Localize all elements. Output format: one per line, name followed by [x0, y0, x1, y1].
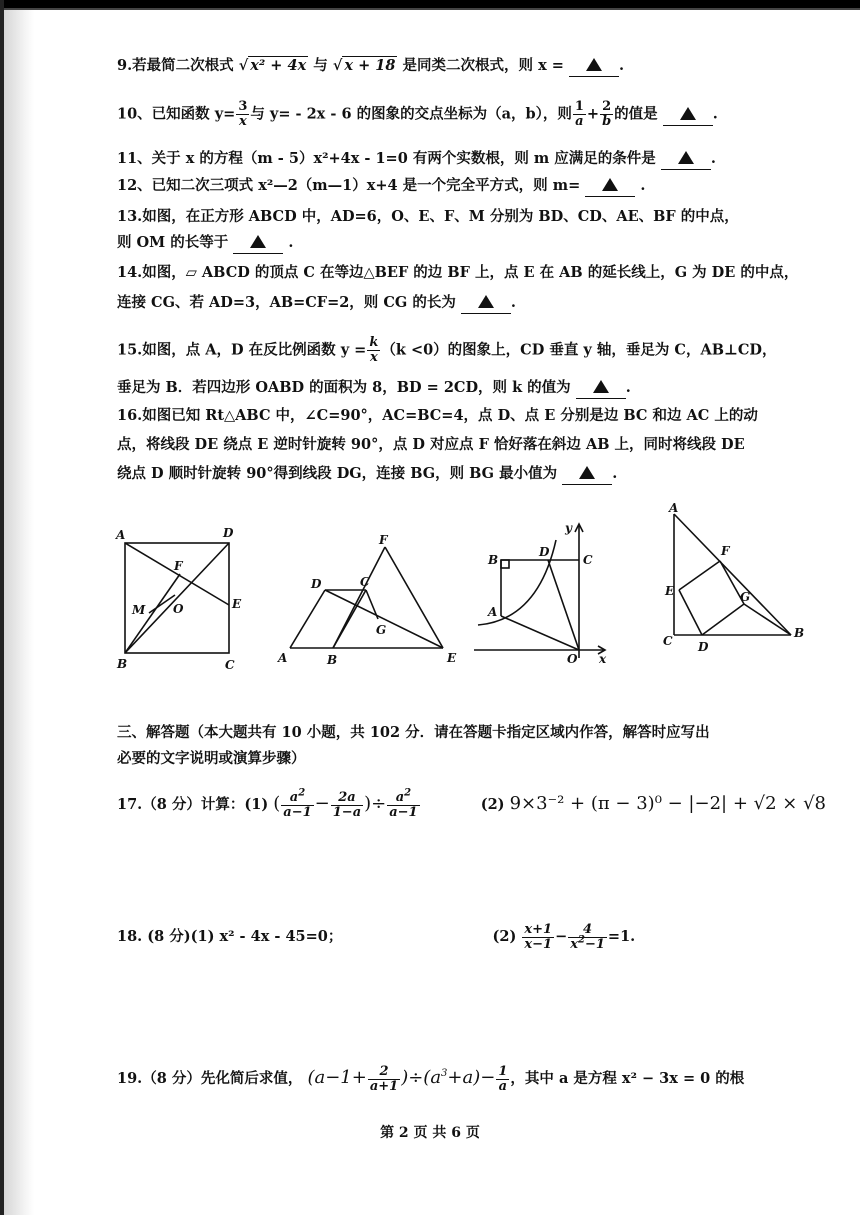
section-3-line-1: 三、解答题（本大题共有 10 小题，共 102 分．请在答题卡指定区域内作答，解答时应写出	[117, 724, 710, 741]
q19-expr: (a−1+	[307, 1067, 367, 1088]
section-3-line-2: 必要的文字说明或演算步骤）	[117, 750, 306, 767]
fig2-label-G: G	[376, 623, 387, 637]
question-13-line-2: 则 OM 的长等于 .	[117, 233, 293, 254]
q17-expr-1: (	[273, 793, 281, 814]
triangle-icon	[593, 380, 609, 393]
question-15-line-2: 垂足为 B．若四边形 OABD 的面积为 8，BD = 2CD，则 k 的值为 .	[117, 378, 631, 399]
fig3-label-D: D	[539, 545, 550, 559]
q12-text: 12、已知二次三项式 x²—2（m—1）x+4 是一个完全平方式，则 m=	[117, 177, 581, 194]
q15-text-2: （k <0）的图象上，CD 垂直 y 轴，垂足为 C，AB⊥CD，	[381, 341, 777, 359]
q10-frac2-den: a	[575, 114, 584, 129]
q12-answer-blank	[585, 176, 635, 197]
figure-14-labels	[277, 533, 457, 667]
question-14-line-1	[117, 263, 798, 283]
q10-frac3-num: 2	[600, 100, 613, 115]
q16-answer-blank	[562, 464, 612, 485]
q17-expr-2: 9×3⁻² + (π − 3)⁰ − |−2| + √2 × √8	[509, 793, 826, 814]
q9-radical-2: √ x + 18	[332, 57, 396, 74]
fig3-label-y: y	[565, 521, 572, 535]
q11-text: 11、关于 x 的方程（m - 5）x²+4x - 1=0 有两个实数根，则 m 应满足的条件是	[117, 150, 656, 167]
q10-text-2: 与 y= - 2x - 6 的图象的交点坐标为（a，b），则	[250, 105, 572, 123]
q10-answer-blank	[663, 105, 713, 126]
q9-text-2: 与	[313, 57, 328, 74]
question-9: 9.若最简二次根式 √ x² + 4x 与 √ x + 18 是同类二次根式，则 x = .	[117, 56, 624, 77]
q18-frac-2: $\frac{4}{x^2-1}$	[570, 921, 605, 952]
q19-frac-1: $\frac{2}{a+1}$	[369, 1063, 399, 1094]
triangle-icon	[478, 295, 494, 308]
triangle-icon	[602, 178, 618, 191]
q16-text-3: 绕点 D 顺时针旋转 90°得到线段 DG，连接 BG，则 BG 最小值为	[117, 465, 558, 482]
fig2-label-F: F	[379, 533, 388, 547]
fig1-label-F: F	[174, 559, 183, 573]
question-16-line-3: 绕点 D 顺时针旋转 90°得到线段 DG，连接 BG，则 BG 最小值为 .	[117, 464, 617, 485]
q11-answer-blank	[661, 149, 711, 170]
fig1-label-E: E	[232, 597, 242, 611]
question-14-line-2: 连接 CG、若 AD=3，AB=CF=2，则 CG 的长为 .	[117, 293, 516, 314]
fig1-label-O: O	[173, 602, 184, 616]
q10-plus: +	[586, 105, 600, 123]
fig3-label-B: B	[488, 553, 499, 567]
q19-tail: ，其中 a 是方程 x² − 3x = 0 的根	[510, 1070, 745, 1087]
triangle-icon	[586, 58, 602, 71]
q19-label: 19.（8 分）先化简后求值，	[117, 1070, 303, 1087]
question-13-line-1	[117, 207, 739, 227]
q15-text-3: 垂足为 B．若四边形 OABD 的面积为 8，BD = 2CD，则 k 的值为	[117, 379, 571, 396]
fig4-label-C: C	[663, 634, 673, 648]
q18-label: 18. (8 分)(1) x² - 4x - 45=0；	[117, 928, 343, 945]
q9-radicand-2: x + 18	[344, 57, 396, 74]
q14-text-2: 连接 CG、若 AD=3，AB=CF=2，则 CG 的长为	[117, 294, 456, 311]
section-3-heading	[117, 720, 710, 772]
fig3-label-x: x	[599, 652, 607, 666]
q10-fraction-2	[573, 100, 586, 129]
fig4-label-A: A	[669, 501, 679, 515]
geometry-figures	[108, 500, 818, 690]
q10-frac1-den: x	[238, 114, 247, 129]
fig3-label-O: O	[567, 652, 578, 666]
fig2-label-A: A	[278, 651, 288, 665]
question-16-line-2	[117, 435, 745, 455]
fig3-label-C: C	[583, 553, 593, 567]
question-10: 10、已知函数 y= $\frac{3}{x}$ 与 y= - 2x - 6 的图象的交点坐标为（a，b），则 $\frac{1}{a}$ + $\frac{2}{b}$ 的值是 .	[117, 99, 718, 129]
question-19: 19.（8 分）先化简后求值， (a−1+ $\frac{2}{a+1}$ )$\div(a^3+a)-$ $\frac{1}{a}$ ，其中 a 是方程 x² − 3x = 0 的根	[117, 1063, 745, 1094]
q15-frac-den: x	[369, 350, 378, 365]
triangle-icon	[678, 151, 694, 164]
page-number: 第 2 页 共 6 页	[380, 1125, 480, 1141]
figure-15-labels	[487, 521, 607, 666]
fig1-label-M: M	[132, 603, 146, 617]
figure-16-triangle	[674, 514, 791, 635]
question-12: 12、已知二次三项式 x²—2（m—1）x+4 是一个完全平方式，则 m= .	[117, 176, 645, 197]
question-17: 17.（8 分）计算：(1) ( $\frac{a^2}{a-1}$ − $\frac{2a}{1-a}$ )÷ $\frac{a^2}{a-1}$ (2) 9×3⁻² + (π − 3)⁰ − |−2| + √2 × √8	[117, 787, 826, 820]
q16-text-2: 点，将线段 DE 绕点 E 逆时针旋转 90°，点 D 对应点 F 恰好落在斜边 AB 上，同时将线段 DE	[117, 436, 745, 453]
q9-answer-blank	[569, 56, 619, 77]
q15-text-1: 15.如图，点 A，D 在反比例函数 y =	[117, 341, 367, 359]
fig4-label-G: G	[740, 590, 751, 604]
triangle-icon	[579, 466, 595, 479]
question-16-line-1	[117, 406, 758, 426]
fig4-label-F: F	[721, 544, 730, 558]
figure-14-parallelogram	[290, 547, 443, 648]
fig3-label-A: A	[488, 605, 498, 619]
fig2-label-B: B	[327, 653, 338, 667]
q18-tail: =1.	[607, 928, 636, 945]
q15-frac-num: k	[369, 335, 379, 350]
q19-frac-2: $\frac{1}{a}$	[498, 1063, 508, 1094]
q18-frac-1: $\frac{x+1}{x-1}$	[524, 921, 553, 952]
question-15-line-1	[117, 336, 777, 365]
q10-frac1-num: 3	[238, 99, 248, 114]
q17-part2-label: (2)	[480, 796, 505, 813]
q10-frac2-num: 1	[574, 99, 584, 114]
q13-answer-blank	[233, 233, 283, 254]
q13-text-1: 13.如图，在正方形 ABCD 中，AD=6，O、E、F、M 分别为 BD、CD、AE、BF 的中点，	[117, 208, 739, 225]
q15-fraction	[367, 336, 380, 365]
fig2-label-C: C	[360, 575, 370, 589]
q13-text-2: 则 OM 的长等于	[117, 234, 229, 251]
q17-frac-1: $\frac{a^2}{a-1}$	[283, 787, 312, 820]
q14-answer-blank	[461, 293, 511, 314]
q10-text-3: 的值是	[614, 105, 658, 123]
fig4-label-E: E	[665, 584, 675, 598]
fig2-label-E: E	[447, 651, 457, 665]
fig1-label-D: D	[223, 526, 234, 540]
triangle-icon	[680, 107, 696, 120]
q18-part2-label: (2)	[492, 928, 517, 945]
fig1-label-C: C	[225, 658, 235, 672]
fig1-label-A: A	[116, 528, 126, 542]
q9-text-3: 是同类二次根式，则 x =	[402, 57, 564, 74]
q9-radicand-1: x² + 4x	[250, 57, 307, 74]
triangle-icon	[250, 235, 266, 248]
question-11: 11、关于 x 的方程（m - 5）x²+4x - 1=0 有两个实数根，则 m 应满足的条件是 .	[117, 149, 716, 170]
q17-frac-2: $\frac{2a}{1-a}$	[332, 789, 362, 820]
q10-fraction-1	[236, 100, 249, 129]
q15-answer-blank	[576, 378, 626, 399]
q9-radical-1: √ x² + 4x	[238, 57, 307, 74]
q17-label: 17.（8 分）计算：(1)	[117, 796, 269, 813]
q10-text-1: 10、已知函数 y=	[117, 105, 236, 123]
fig1-label-B: B	[117, 657, 128, 671]
q14-text-1: 14.如图，▱ ABCD 的顶点 C 在等边△BEF 的边 BF 上，点 E 在 AB 的延长线上，G 为 DE 的中点，	[117, 264, 799, 281]
fig4-label-B: B	[794, 626, 805, 640]
question-18: 18. (8 分)(1) x² - 4x - 45=0； (2) $\frac{x+1}{x-1}$ − $\frac{4}{x^2-1}$ =1.	[117, 921, 636, 952]
q9-text-1: 9.若最简二次根式	[117, 57, 234, 74]
q10-fraction-3	[600, 100, 613, 129]
fig2-label-D: D	[311, 577, 322, 591]
q17-frac-3: $\frac{a^2}{a-1}$	[389, 787, 418, 820]
q10-frac3-den: b	[602, 114, 612, 129]
fig4-label-D: D	[698, 640, 709, 654]
q16-text-1: 16.如图已知 Rt△ABC 中，∠C=90°，AC=BC=4，点 D、点 E 分别是边 BC 和边 AC 上的动	[117, 407, 758, 424]
